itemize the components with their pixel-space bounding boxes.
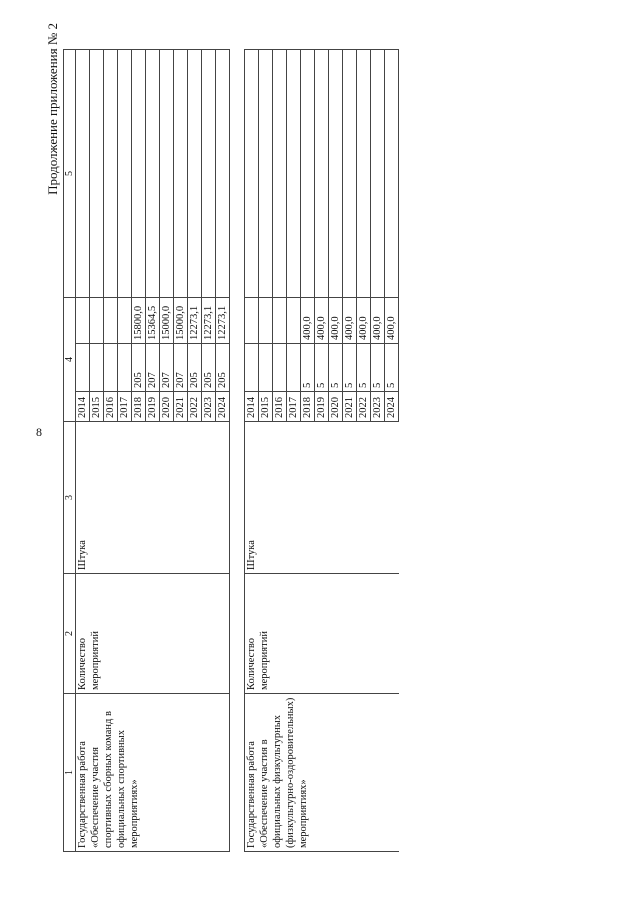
column-5-cell: [329, 50, 343, 298]
value-cell: [76, 298, 90, 344]
value-cell: 400,0: [301, 298, 315, 344]
column-5-cell: [76, 50, 90, 298]
year-cell: 2020: [329, 392, 343, 422]
header-col-2: 2: [64, 574, 76, 694]
year-cell: 2019: [315, 392, 329, 422]
count-cell: 5: [301, 344, 315, 392]
column-5-cell: [245, 50, 259, 298]
year-cell: 2022: [188, 392, 202, 422]
year-cell: 2019: [146, 392, 160, 422]
work-description: Государственная работа «Обеспечение участия в официальных физкультурных (физкультурно-оздоровительных) мероприятиях»: [245, 694, 399, 852]
column-5-cell: [146, 50, 160, 298]
count-cell: 5: [357, 344, 371, 392]
year-cell: 2015: [90, 392, 104, 422]
unit-of-measure: Штука: [245, 422, 399, 574]
column-5-cell: [357, 50, 371, 298]
column-5-cell: [118, 50, 132, 298]
count-cell: 207: [146, 344, 160, 392]
value-cell: [104, 298, 118, 344]
column-5-cell: [315, 50, 329, 298]
value-cell: 400,0: [357, 298, 371, 344]
value-cell: 12273,1: [216, 298, 230, 344]
column-5-cell: [160, 50, 174, 298]
gap-cell: [230, 694, 245, 852]
year-cell: 2014: [245, 392, 259, 422]
block-gap: [230, 50, 245, 852]
rotated-page-content: [34, 18, 594, 858]
gap-cell: [230, 392, 245, 422]
column-5-cell: [301, 50, 315, 298]
count-cell: 207: [174, 344, 188, 392]
value-cell: [259, 298, 273, 344]
value-cell: 15000,0: [160, 298, 174, 344]
count-cell: [90, 344, 104, 392]
value-cell: 400,0: [315, 298, 329, 344]
gap-cell: [230, 422, 245, 574]
value-cell: 400,0: [371, 298, 385, 344]
count-cell: 5: [385, 344, 399, 392]
year-cell: 2017: [118, 392, 132, 422]
year-cell: 2016: [104, 392, 118, 422]
value-cell: [287, 298, 301, 344]
count-cell: 205: [132, 344, 146, 392]
column-5-cell: [174, 50, 188, 298]
year-cell: 2023: [371, 392, 385, 422]
year-cell: 2015: [259, 392, 273, 422]
column-5-cell: [273, 50, 287, 298]
indicator-name: Количество мероприятий: [76, 574, 230, 694]
count-cell: [76, 344, 90, 392]
column-5-cell: [385, 50, 399, 298]
gap-cell: [230, 298, 245, 344]
year-cell: 2014: [76, 392, 90, 422]
year-cell: 2018: [301, 392, 315, 422]
column-5-cell: [132, 50, 146, 298]
count-cell: 5: [329, 344, 343, 392]
count-cell: [259, 344, 273, 392]
work-description: Государственная работа «Обеспечение участия спортивных сборных команд в официальных спортивных мероприятиях»: [76, 694, 230, 852]
header-col-4: 4: [64, 298, 76, 422]
year-cell: 2022: [357, 392, 371, 422]
column-5-cell: [104, 50, 118, 298]
value-cell: [245, 298, 259, 344]
indicator-name: Количество мероприятий: [245, 574, 399, 694]
year-cell: 2016: [273, 392, 287, 422]
year-cell: 2023: [202, 392, 216, 422]
count-cell: [104, 344, 118, 392]
column-5-cell: [343, 50, 357, 298]
count-cell: 5: [371, 344, 385, 392]
value-cell: 400,0: [329, 298, 343, 344]
column-5-cell: [259, 50, 273, 298]
table-caption: Продолжение приложения № 2: [45, 23, 60, 195]
gap-cell: [230, 344, 245, 392]
document-table: [63, 49, 399, 852]
value-cell: [90, 298, 104, 344]
year-cell: 2021: [343, 392, 357, 422]
gap-cell: [230, 574, 245, 694]
year-cell: 2024: [385, 392, 399, 422]
column-5-cell: [371, 50, 385, 298]
gap-cell: [230, 50, 245, 298]
header-col-3: 3: [64, 422, 76, 574]
year-cell: 2017: [287, 392, 301, 422]
value-cell: 15000,0: [174, 298, 188, 344]
header-col-1: 1: [64, 694, 76, 852]
value-cell: 400,0: [343, 298, 357, 344]
count-cell: 205: [188, 344, 202, 392]
page-number: 8: [36, 425, 42, 439]
count-cell: 205: [202, 344, 216, 392]
count-cell: [287, 344, 301, 392]
column-5-cell: [90, 50, 104, 298]
table-body: [64, 50, 399, 852]
column-5-cell: [188, 50, 202, 298]
value-cell: 12273,1: [202, 298, 216, 344]
column-5-cell: [202, 50, 216, 298]
year-cell: 2020: [160, 392, 174, 422]
year-cell: 2024: [216, 392, 230, 422]
value-cell: [118, 298, 132, 344]
header-col-5: 5: [64, 50, 76, 298]
value-cell: [273, 298, 287, 344]
value-cell: 15364,5: [146, 298, 160, 344]
count-cell: 5: [343, 344, 357, 392]
value-cell: 400,0: [385, 298, 399, 344]
value-cell: 15800,0: [132, 298, 146, 344]
year-cell: 2018: [132, 392, 146, 422]
year-row: [245, 50, 259, 852]
unit-of-measure: Штука: [76, 422, 230, 574]
column-5-cell: [216, 50, 230, 298]
count-cell: [118, 344, 132, 392]
year-cell: 2021: [174, 392, 188, 422]
header-row: [64, 50, 76, 852]
column-5-cell: [287, 50, 301, 298]
count-cell: [245, 344, 259, 392]
count-cell: 205: [216, 344, 230, 392]
year-row: [76, 50, 90, 852]
count-cell: [273, 344, 287, 392]
value-cell: 12273,1: [188, 298, 202, 344]
count-cell: 207: [160, 344, 174, 392]
count-cell: 5: [315, 344, 329, 392]
